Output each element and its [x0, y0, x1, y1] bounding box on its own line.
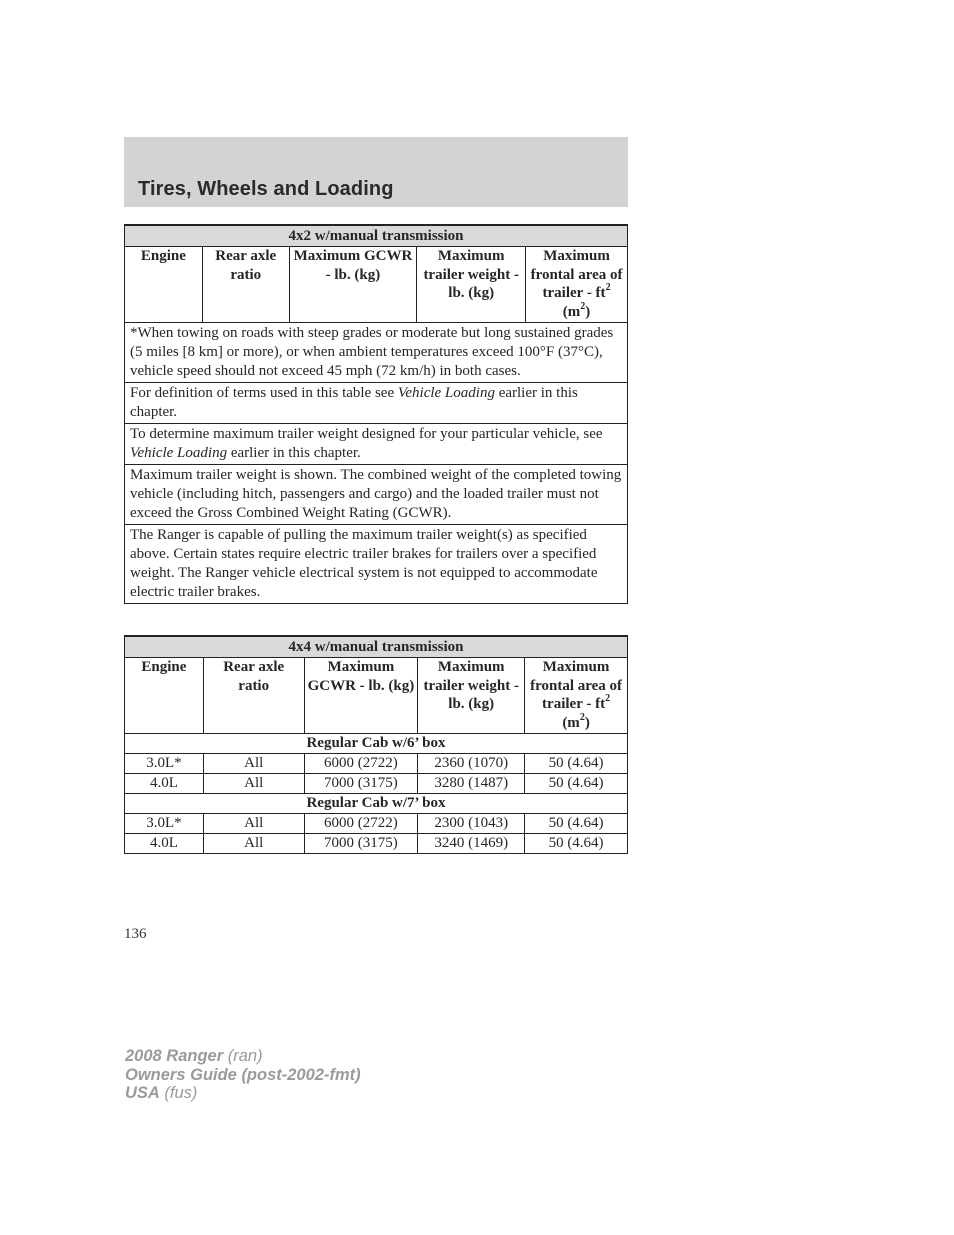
cell-frontal-area: 50 (4.64): [525, 814, 628, 834]
table-row: [125, 814, 628, 834]
frontal-area-label-close: ): [584, 715, 590, 732]
cell-gcwr: 7000 (3175): [304, 774, 418, 794]
cell-frontal-area: 50 (4.64): [525, 754, 628, 774]
column-header-trailer-weight: Maximum trailer weight - lb. (kg): [417, 247, 526, 323]
column-header-rear-axle-ratio: Rear axle ratio: [202, 247, 289, 323]
cell-trailer-weight: 3280 (1487): [418, 774, 525, 794]
footer-line-model: [125, 1047, 361, 1066]
group-header-6ft-box: Regular Cab w/6’ box: [125, 734, 628, 754]
column-header-engine: Engine: [125, 658, 204, 734]
note-text: earlier in this chapter.: [227, 445, 361, 461]
cell-engine: 4.0L: [125, 774, 204, 794]
column-header-frontal-area: [525, 658, 628, 734]
frontal-area-label-metric: (m: [562, 715, 580, 732]
note-towing-grades: *When towing on roads with steep grades or moderate but long sustained grades (5 miles [8 km] or more), or when ambient temperatures exceed 100°F (37°C), vehicle speed should not exceed 45 mph (72 km/h) in both cases.: [125, 323, 628, 383]
column-header-gcwr: Maximum GCWR - lb. (kg): [304, 658, 418, 734]
table-row: [125, 754, 628, 774]
table-row: [125, 834, 628, 854]
superscript: 2: [605, 282, 611, 294]
footer-model: 2008 Ranger: [125, 1047, 224, 1065]
table-caption: 4x4 w/manual transmission: [125, 636, 628, 658]
footer-guide: Owners Guide (post-2002-fmt): [125, 1065, 361, 1084]
footer-market: USA: [125, 1084, 160, 1102]
cell-engine: 3.0L*: [125, 814, 204, 834]
note-ranger-capability: The Ranger is capable of pulling the maximum trailer weight(s) as specified above. Certain states require electric trailer brakes for trailers over a specified weight. The Ranger vehicle electrical system is not equipped to accommodate electric trailer brakes.: [125, 525, 628, 604]
note-text: earlier in this chapter.: [130, 385, 578, 420]
note-definition: [125, 383, 628, 424]
cell-engine: 4.0L: [125, 834, 204, 854]
footer-line-market: [125, 1084, 361, 1103]
column-header-engine: Engine: [125, 247, 203, 323]
cell-trailer-weight: 3240 (1469): [418, 834, 525, 854]
frontal-area-label-metric: (m: [562, 304, 581, 321]
note-max-weight: Maximum trailer weight is shown. The combined weight of the completed towing vehicle (including hitch, passengers and cargo) and the loaded trailer must not exceed the Gross Combined Weight Rating (GCWR).: [125, 465, 628, 525]
frontal-area-label: Maximum frontal area of trailer - ft: [530, 659, 623, 713]
frontal-area-label: Maximum frontal area of trailer - ft: [530, 248, 623, 302]
towing-table-4x4: [124, 635, 628, 854]
superscript: 2: [605, 693, 611, 705]
column-header-rear-axle-ratio: Rear axle ratio: [203, 658, 304, 734]
footer-model-code: (ran): [223, 1047, 263, 1065]
frontal-area-label-close: ): [585, 304, 591, 321]
cell-rear-axle: All: [203, 834, 304, 854]
towing-table-4x2: [124, 224, 628, 604]
cell-gcwr: 6000 (2722): [304, 754, 418, 774]
note-text: To determine maximum trailer weight designed for your particular vehicle, see: [130, 426, 603, 442]
group-header-7ft-box: Regular Cab w/7’ box: [125, 794, 628, 814]
cell-rear-axle: All: [203, 814, 304, 834]
page-number: 136: [124, 926, 147, 942]
table-row: [125, 774, 628, 794]
note-determine-weight: [125, 424, 628, 465]
table-caption: 4x2 w/manual transmission: [125, 225, 628, 247]
section-title: Tires, Wheels and Loading: [138, 178, 394, 200]
cell-gcwr: 6000 (2722): [304, 814, 418, 834]
column-header-gcwr: Maximum GCWR - lb. (kg): [289, 247, 417, 323]
superscript: 2: [579, 712, 585, 724]
footer-line-guide: [125, 1066, 361, 1085]
cell-gcwr: 7000 (3175): [304, 834, 418, 854]
cell-trailer-weight: 2300 (1043): [418, 814, 525, 834]
note-text: For definition of terms used in this table see: [130, 385, 398, 401]
cell-rear-axle: All: [203, 774, 304, 794]
section-header-band: [124, 137, 628, 207]
footer-market-code: (fus): [159, 1084, 198, 1102]
column-header-trailer-weight: Maximum trailer weight - lb. (kg): [418, 658, 525, 734]
reference-vehicle-loading: Vehicle Loading: [397, 385, 495, 401]
document-footer: [125, 1047, 361, 1103]
reference-vehicle-loading: Vehicle Loading: [130, 445, 228, 461]
cell-engine: 3.0L*: [125, 754, 204, 774]
cell-trailer-weight: 2360 (1070): [418, 754, 525, 774]
column-header-frontal-area: [526, 247, 628, 323]
cell-frontal-area: 50 (4.64): [525, 834, 628, 854]
cell-frontal-area: 50 (4.64): [525, 774, 628, 794]
superscript: 2: [580, 301, 586, 313]
cell-rear-axle: All: [203, 754, 304, 774]
